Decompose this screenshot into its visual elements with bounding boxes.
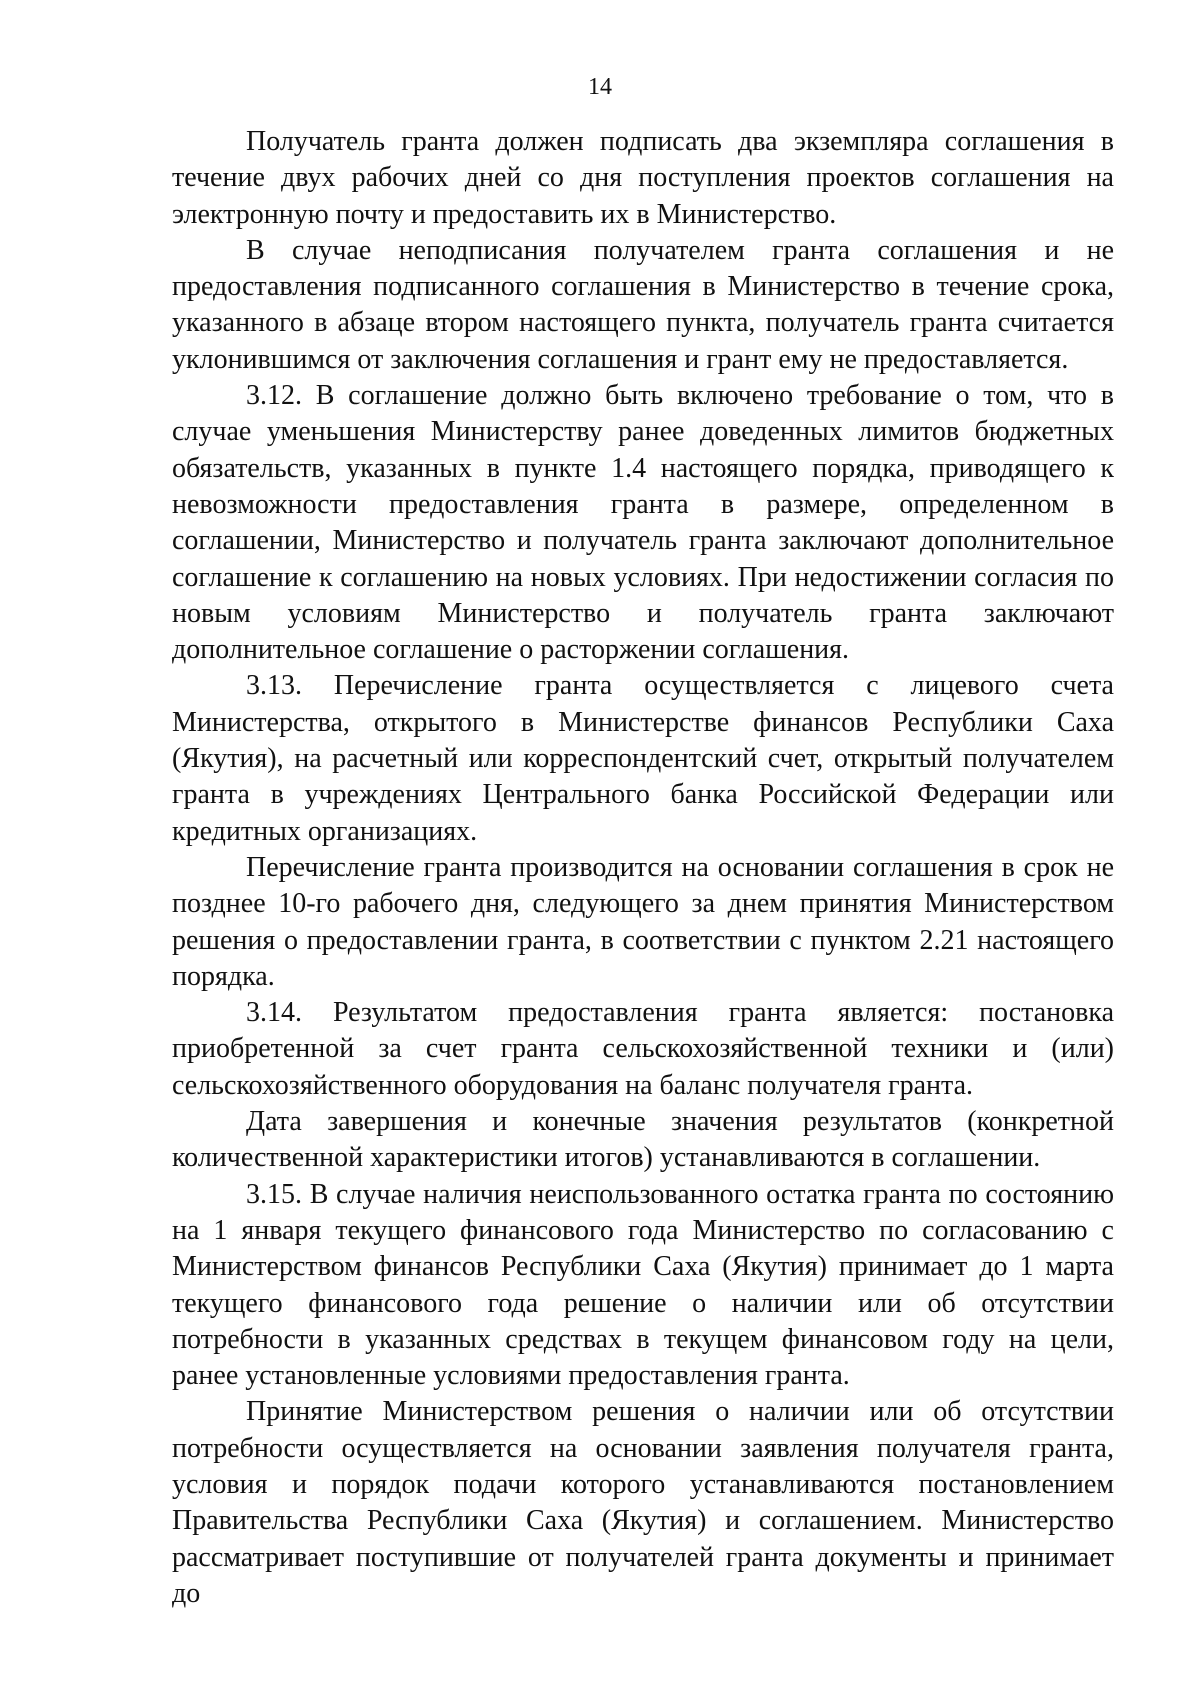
paragraph-3-14: 3.14. Результатом предоставления гранта является: постановка приобретенной за счет гранта сельскохозяйственной техники и (или) сельскохозяйственного оборудования на баланс получателя гранта. <box>172 997 1114 1101</box>
paragraph-3-15: 3.15. В случае наличия неиспользованного остатка гранта по состоянию на 1 января текущего финансового года Министерство по согласованию с Министерством финансов Республики Саха (Якутия) принимает до 1 марта текущего финансового года решение о наличии или об отсутствии потребности в указанных средствах в текущем финансовом году на цели, ранее установленные условиями предоставления гранта. <box>172 1178 1114 1392</box>
paragraph-3-12: 3.12. В соглашение должно быть включено требование о том, что в случае уменьшения Министерству ранее доведенных лимитов бюджетных обязательств, указанных в пункте 1.4 настоящего порядка, приводящего к невозможности предоставления гранта в размере, определенном в соглашении, Министерство и получатель гранта заключают дополнительное соглашение к соглашению на новых условиях. При недостижении согласия по новым условиям Министерство и получатель гранта заключают дополнительное соглашение о расторжении соглашения. <box>172 380 1114 666</box>
paragraph-results-date: Дата завершения и конечные значения результатов (конкретной количественной характеристики итогов) устанавливаются в соглашении. <box>172 1106 1114 1174</box>
paragraph-failure-to-sign: В случае неподписания получателем гранта соглашения и не предоставления подписанного соглашения в Министерство в течение срока, указанного в абзаце втором настоящего пункта, получатель гранта считается уклонившимся от заключения соглашения и грант ему не предоставляется. <box>172 234 1114 375</box>
paragraph-signing-deadline: Получатель гранта должен подписать два экземпляра соглашения в течение двух рабочих дней со дня поступления проектов соглашения на электронную почту и предоставить их в Министерство. <box>172 126 1114 230</box>
page-number: 14 <box>588 74 612 100</box>
paragraph-decision-basis: Принятие Министерством решения о наличии или об отсутствии потребности осуществляется на основании заявления получателя гранта, условия и порядок подачи которого устанавливаются постановлением Правительства Республики Саха (Якутия) и соглашением. Министерство рассматривает поступившие от получателей гранта документы и принимает до <box>172 1396 1114 1609</box>
paragraph-transfer-term: Перечисление гранта производится на основании соглашения в срок не позднее 10-го рабочего дня, следующего за днем принятия Министерством решения о предоставлении гранта, в соответствии с пунктом 2.21 настоящего порядка. <box>172 851 1114 992</box>
document-body <box>172 124 1114 1612</box>
paragraph-3-13: 3.13. Перечисление гранта осуществляется с лицевого счета Министерства, открытого в Министерстве финансов Республики Саха (Якутия), на расчетный или корреспондентский счет, открытый получателем гранта в учреждениях Центрального банка Российской Федерации или кредитных организациях. <box>172 670 1114 847</box>
